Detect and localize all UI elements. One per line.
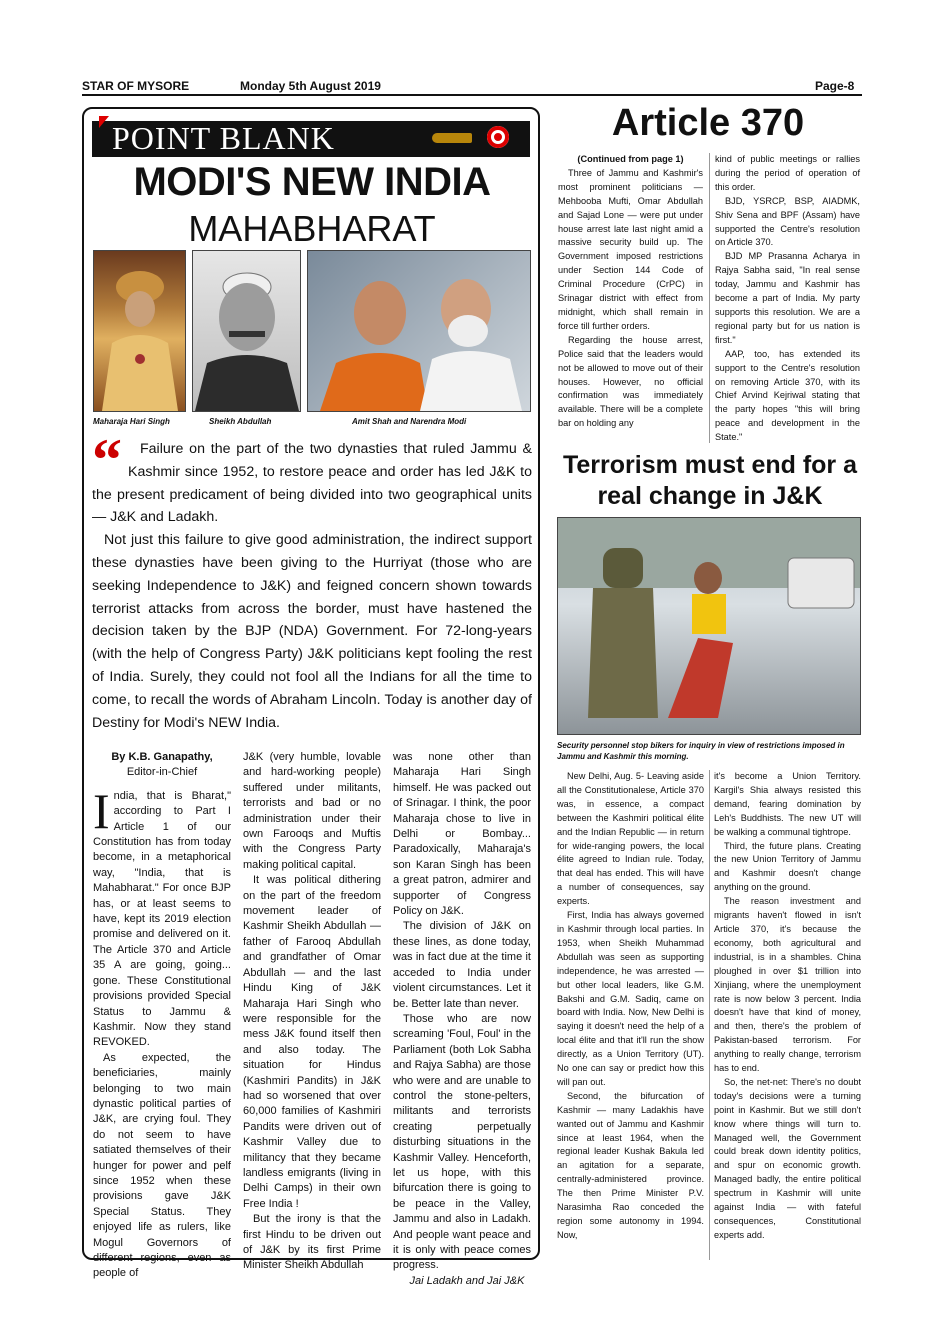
col1-paragraph-2: As expected, the beneficiaries, mainly belonging to two main dynastic political parties of J&K, are crying foul. They do not seem to have satiated themselves of their hunger for power and pelf since 1952 when these provisions gave J&K Special Status. They enjoyed life as rulers, like Mogul Governors of different regions, even as people of: [93, 1051, 231, 1280]
quote-paragraph-1: Failure on the part of the two dynasties that ruled Jammu & Kashmir since 1952, to restore peace and order has led J&K to the present predicament of being divided into two geographical units — J&K and Ladakh.: [92, 441, 532, 526]
terr-c1-paragraph-1: New Delhi, Aug. 5- Leaving aside all the Constitutionalese, Article 370 was, in essence, a compact between the Kashmiri political élite and the Indian Republic — in return for wide-ranging powers, the local élite agreed to Indian rule. Today, that deal has ended. This will have a number of consequences, say experts.: [557, 771, 704, 907]
col1-paragraph-1: ndia, that is Bharat," according to Part I Article 1 of our Constitution has from today become, in a metaphorical way, "India, that is Mahabharat." For once BJP has, or at least seems to have, kept its 2019 election promise and delivered on it. The Article 370 and Article 35 A are going, going... gone. These Constitutional provisions provided Special Status to Jammu & Kashmir. Now they stand REVOKED.: [93, 789, 231, 1049]
editorial-subhead: MAHABHARAT: [188, 208, 436, 249]
drop-cap: I: [93, 782, 110, 839]
terrorism-column-2: [714, 770, 861, 1243]
page-number: Page-8: [815, 79, 855, 93]
quote-mark-icon: “: [92, 427, 122, 493]
caption-shah-modi: Amit Shah and Narendra Modi: [352, 417, 467, 426]
col2-paragraph-2: It was political dithering on the part of the freedom movement leader of Kashmir Sheikh Abdullah — father of Farooq Abdullah and grandfather of Omar Abdullah — and the last Hindu King of J&K Maharaja Hari Singh who were responsible for the mess J&K found itself then and also today. The situation for Hindus (Kashmiri Pandits) in J&K had so worsened that over 60,000 families of Kashmiri Pandits were driven out of Kashmir Valley due to militancy that they became landless emigrants (living in Delhi Camps) in their own Free India !: [243, 874, 381, 1210]
byline: By K.B. Ganapathy,: [111, 751, 213, 763]
quote-paragraph-2: Not just this failure to give good administration, the indirect support these dynasties have been giving to the Hurriyat (those who are seeking Independence to J&K) and feigned concern shown towards terrorist attacks from across the border, must have hastened the decision taken by the BJP (NDA) Government. For 72-long-years (with the help of Congress Party) J&K politicians kept fooling the rest of India. Surely, they could not fool all the Indians for all the time to come, to recall the words of Abraham Lincoln. Today is another day of Destiny for Modi's NEW India.: [92, 532, 532, 731]
terr-c2-paragraph-3: The reason investment and migrants haven't flowed in isn't Article 370, it's because the economy, both agricultural and industrial, is in a shambles. China ploughed in over $1 trillion into Xinjiang, where the unemployment rate is now below 3 percent. India doesn't have that kind of money, and then, there's the problem of Pakistan-based terrorism. For anything to really change, terrorism has to end.: [714, 896, 861, 1074]
a370-c2-paragraph-2: BJD, YSRCP, BSP, AIADMK, Shiv Sena and BPF (Assam) have supported the Centre's resolution on Article 370.: [715, 195, 860, 248]
column-divider: [709, 153, 710, 443]
terr-c2-paragraph-1: it's become a Union Territory. Kargil's Shia always resisted this demand, fearing domination by Leh's Buddhists. The new UT will be walking a communal tightrope.: [714, 771, 861, 837]
caption-sheikh-abdullah: Sheikh Abdullah: [209, 417, 272, 426]
newspaper-name: STAR OF MYSORE: [82, 79, 190, 93]
point-blank-label: POINT BLANK: [112, 120, 335, 156]
target-icon: [487, 126, 509, 148]
a370-c1-paragraph-2: Regarding the house arrest, Police said that the leaders would not be allowed to move out of their houses. However, no official confirmation was immediately available. There will be a complete bar on holding any: [558, 334, 703, 429]
byline-role: Editor-in-Chief: [126, 766, 198, 779]
col3-paragraph-2: The division of J&K on these lines, as done today, was in fact due at the time it acceded to India under violent circumstances. Let it be. Better late than never.: [393, 920, 531, 1010]
col2-paragraph-1: J&K (very humble, lovable and hard-working people) suffered under militants, terrorists and bad or no administration under their own Farooqs and Muftis with the Congress Party making political capital.: [243, 751, 381, 871]
article-370-column-1: [558, 153, 703, 431]
col3-paragraph-3: Those who are now screaming 'Foul, Foul' in the Parliament (both Lok Sabha and Rajya Sabha) are those who were and are unable to control the stone-pelters, militants and terrorists creating perpetually disturbing situations in the Kashmir Valley. Henceforth, let us hope, with this bifurcation there is going to be peace in the Valley, Jammu and also in Ladakh. And people want peace and it is only with peace comes progress.: [393, 1012, 531, 1272]
article-370-column-2: [715, 153, 860, 445]
a370-c2-paragraph-3: BJD MP Prasanna Acharya in Rajya Sabha said, "In real sense today, Jammu and Kashmir has become a part of India. My party supports this resolution. We are a regional party but for us nation is first.": [715, 251, 860, 345]
a370-c1-paragraph-1: Three of Jammu and Kashmir's most prominent politicians — Mehbooba Mufti, Omar Abdullah and Sajad Lone — were put under house arrest late last night amid a massive security build up. The Government imposed restrictions under Section 144 Code of Criminal Procedure (CrPC) in Srinagar district with effect from midnight, which shall remain in force till further orders.: [558, 167, 703, 331]
editorial-column-1: [93, 750, 231, 1282]
header-rule: [82, 94, 862, 96]
a370-c2-paragraph-4: AAP, too, has extended its support to the Centre's resolution on removing Article 370, with its Chief Arvind Kejriwal stating that the party hopes "this will bring peace and development in the State.": [715, 348, 860, 443]
editorial-column-3: [393, 750, 531, 1289]
banner-corner-mark: [99, 116, 109, 128]
photo-maharaja-hari-singh: [93, 250, 186, 412]
terrorism-headline: Terrorism must end for a real change in J&K: [562, 451, 858, 510]
col2-paragraph-3: But the irony is that the first Hindu to be driven out of J&K by its first Prime Minister Sheikh Abdullah: [243, 1213, 381, 1272]
terr-c1-paragraph-3: Second, the bifurcation of Kashmir — many Ladakhis have wanted out of Jammu and Kashmir since at least 1964, when the regional leader Kushak Bakula led an agitation for a separate, centrally-administered province. The then Prime Minister P.V. Narasimha Rao conceded the region some autonomy in 1994. Now,: [557, 1090, 704, 1240]
issue-date: Monday 5th August 2019: [240, 79, 381, 93]
terrorism-column-1: [557, 770, 704, 1243]
terr-c2-paragraph-2: Third, the future plans. Creating the new Union Territory of Jammu and Kashmir doesn't change anything on the ground.: [714, 840, 861, 893]
caption-maharaja: Maharaja Hari Singh: [93, 417, 170, 426]
photo-security-personnel: [557, 517, 861, 735]
col3-paragraph-1: was none other than Maharaja Hari Singh himself. He was packed out of Srinagar. I think, the poor Maharaja chose to live in Delhi or Bombay... Paradoxically, Maharaja's son Karan Singh has been a great patron, admirer and supporter of Congress Policy on J&K.: [393, 751, 531, 918]
terr-c2-paragraph-4: So, the net-net: There's no doubt today's decisions were a turning point in Kashmir. But we still don't know where things will turn to. Managed well, the Government could break down identity politics, and spur on economic growth. Managed badly, the entire political spectrum in Kashmir will unite against India — with fateful consequences, Constitutional experts add.: [714, 1076, 861, 1240]
editorial-headline: MODI'S NEW INDIA: [133, 160, 491, 204]
editorial-quote: [92, 427, 532, 734]
editorial-column-2: [243, 750, 381, 1274]
photo-amit-shah-narendra-modi: [307, 250, 531, 412]
terr-c1-paragraph-2: First, India has always governed in Kashmir through local parties. In 1953, when Sheikh Muhammad Abdullah was seen as supporting independence, he was arrested — but other local leaders, like G.M. Bakshi and G.M. Sadiq, came on board with India. Now, New Delhi is saying it doesn't need the help of a local élite and that it'll run the show directly, as a Union Territory (UT). No one can say or predict how this will pan out.: [557, 910, 704, 1087]
column-divider-2: [709, 770, 710, 1260]
continued-note: (Continued from page 1): [577, 154, 684, 164]
bullet-icon: [432, 133, 472, 143]
a370-c2-paragraph-1: kind of public meetings or rallies during the period of operation of this order.: [715, 154, 860, 192]
col3-signoff: Jai Ladakh and Jai J&K: [409, 1274, 525, 1287]
article-370-title: Article 370: [611, 102, 805, 144]
security-photo-caption: Security personnel stop bikers for inquiry in view of restrictions imposed in Jammu and Kashmir this morning.: [557, 741, 845, 761]
photo-sheikh-abdullah: [192, 250, 301, 412]
